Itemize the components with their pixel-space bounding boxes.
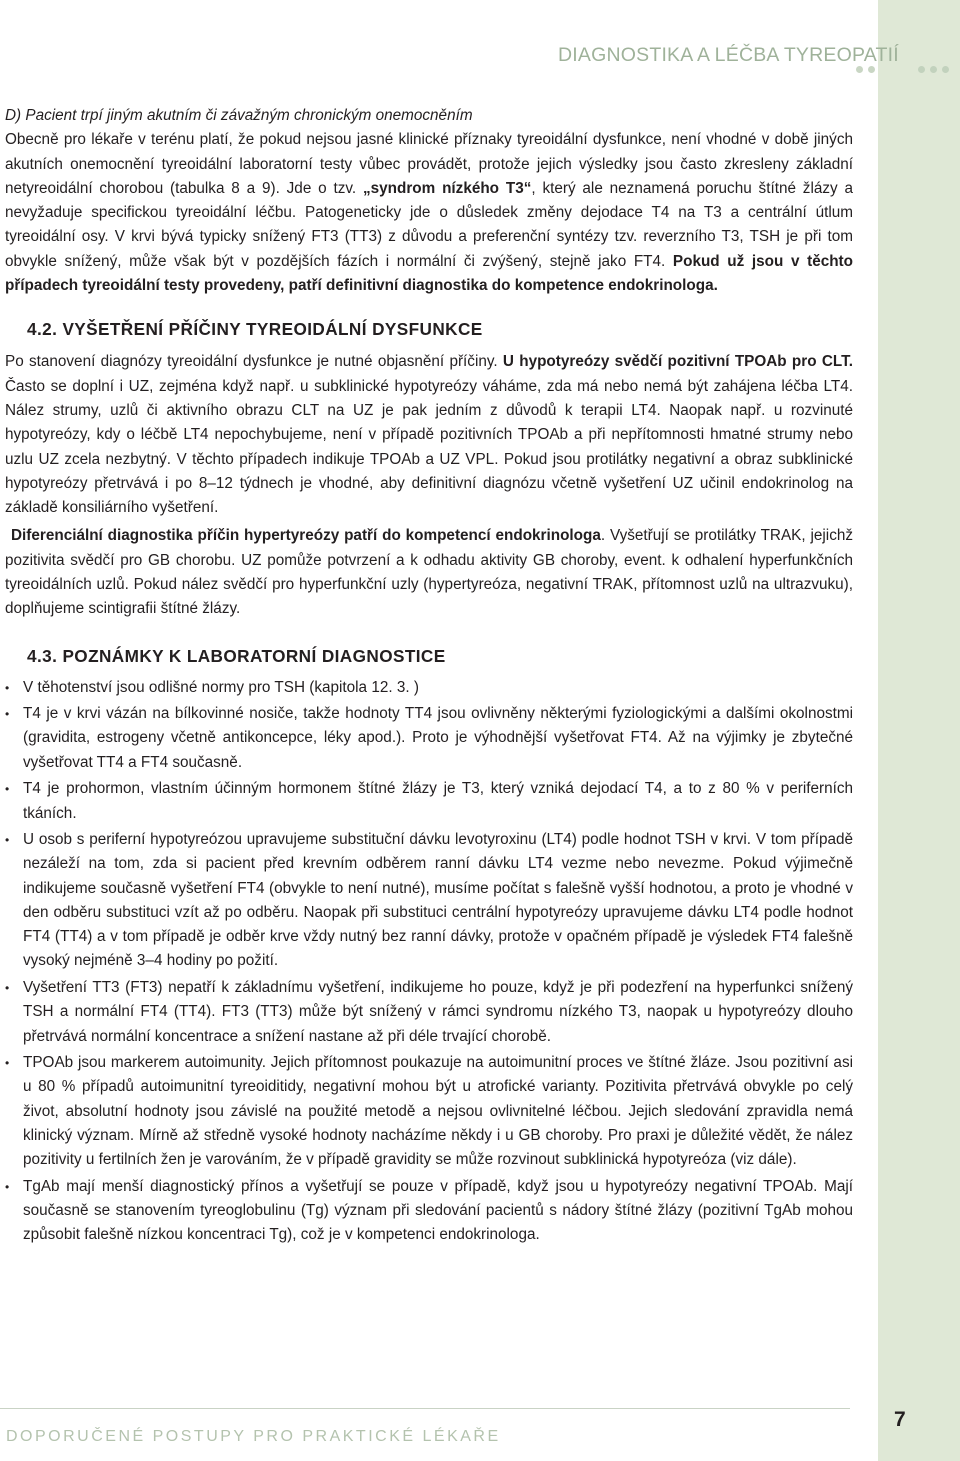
text-run: . Vyšetřují se protilátky TRAK, jejichž pozitivita svědčí pro GB chorobu. UZ pomůže potvrzení a k odhadu aktivity GB choroby, event. k odhalení hyperfunkčních tyreoidálních uzlů. Pokud nález svědčí pro hyperfunkční uzly (hypertyreóza, negativní TRAK, přítomnost uzlů na ultrazvuku), doplňujeme scintigrafii štítné žlázy. xyxy=(5,527,853,618)
dot-decoration xyxy=(868,66,875,73)
running-header-title: DIAGNOSTIKA A LÉČBA TYREOPATIÍ xyxy=(558,44,899,66)
section-heading-4-2: 4.2. VYŠETŘENÍ PŘÍČINY TYREOIDÁLNÍ DYSFUNKCE xyxy=(27,319,483,340)
bullet-icon: • xyxy=(5,680,10,695)
side-color-band xyxy=(878,0,960,1461)
text-run: , který ale neznamená poruchu štítné žlázy a nevyžaduje specifickou tyreoidální léčbu. Patogeneticky jde o důsledek změny dejodace T4 na T3 a centrální útlum tyreoidální osy. V krvi bývá typicky snížený FT3 (TT3) z důvodu a preferenční syntézy tzv. reverzního T3, TSH je při tom obvykle snížený, může však být v pozdějších fázích i normální či zvýšený, stejně jako FT4. xyxy=(5,179,853,270)
list-item xyxy=(5,976,853,1049)
dot-decoration xyxy=(856,66,863,73)
bullet-icon: • xyxy=(5,980,10,995)
text-run: Často se doplní i UZ, zejména když např. u subklinické hypotyreózy váháme, zda má nebo nemá být zahájena léčba LT4. Nález strumy, uzlů či aktivního obrazu CLT na UZ je pak jedním z důvodů k terapii LT4. Naopak např. u rozvinuté hypotyreózy, kdy o léčbě LT4 nepochybujeme, není v případě pozitivních TPOAb a při nepřítomnosti hmatné strumy nebo uzlu UZ zcela nezbytný. V těchto případech indikuje TPOAb a UZ VPL. Pokud jsou protilátky negativní a obraz subklinické hypotyreózy přetrvává i po 8–12 týdnech je vhodné, aby definitivní diagnózu včetně vyšetření UZ učinil endokrinolog na základě konsiliárního vyšetření. xyxy=(5,377,853,517)
header-dots-decoration xyxy=(856,60,880,78)
bullet-icon: • xyxy=(5,707,10,722)
bold-text-run: U hypotyreózy svědčí pozitivní TPOAb pro CLT. xyxy=(502,353,853,371)
text-run: Po stanovení diagnózy tyreoidální dysfunkce je nutné objasnění příčiny. xyxy=(5,353,503,371)
section-4-2-paragraph-2 xyxy=(5,524,853,621)
lab-notes-list xyxy=(5,676,853,1248)
section-4-2-paragraph-1 xyxy=(5,350,853,520)
page-number: 7 xyxy=(894,1408,906,1431)
bold-text-run: „syndrom nízkého T3“ xyxy=(363,179,532,197)
list-item xyxy=(5,1175,853,1248)
main-content xyxy=(5,104,853,1250)
list-item-text: T4 je prohormon, vlastním účinným hormonem štítné žlázy je T3, který vzniká dejodací T4, a to z 80 % v periferních tkáních. xyxy=(23,780,853,822)
bullet-icon: • xyxy=(5,832,10,847)
dot-decoration xyxy=(942,66,949,73)
list-item xyxy=(5,777,853,826)
list-item xyxy=(5,828,853,974)
list-item xyxy=(5,702,853,775)
list-item-text: TPOAb jsou markerem autoimunity. Jejich přítomnost poukazuje na autoimunitní proces ve štítné žláze. Jsou pozitivní asi u 80 % případů autoimunitní tyreoiditidy, negativní mohou být u atrofické varianty. Pozitivita přetrvává obvykle po celý život, absolutní hodnoty jsou závislé na použité metodě a nejsou ovlivnitelné léčbou. Jejich sledování zpravidla nemá klinický význam. Mírně až středně vysoké hodnoty nacházíme někdy i u GB choroby. Pro praxi je důležité vědět, že nález pozitivity u fertilních žen je varováním, že v případě gravidity se může rozvinout subklinická hypotyreóza (viz dále). xyxy=(23,1054,853,1169)
section-heading-4-3: 4.3. POZNÁMKY K LABORATORNÍ DIAGNOSTICE xyxy=(27,645,446,666)
bullet-icon: • xyxy=(5,1179,10,1194)
list-item-text: Vyšetření TT3 (FT3) nepatří k základnímu vyšetření, indikujeme ho pouze, když je při podezření na hyperfunkci snížený TSH a normální FT4 (TT4). FT3 (TT3) může být snížený v rámci syndromu nízkého T3, naopak u hypotyreózy dlouho přetrvává normální koncentrace a snížení nastane až při déle trvající chorobě. xyxy=(23,978,853,1045)
list-item-text: TgAb mají menší diagnostický přínos a vyšetřují se pouze v případě, když jsou u hypotyreózy negativní TPOAb. Mají současně se stanovením tyreoglobulinu (Tg) význam při sledování pacientů s nádory štítné žlázy (pozitivní TgAb mohou způsobit falešně nízkou koncentraci Tg), což je v kompetenci endokrinologa. xyxy=(23,1177,853,1244)
header-dots-decoration-side xyxy=(918,60,954,78)
section-d-paragraph xyxy=(5,128,853,298)
section-d-title: D) Pacient trpí jiným akutním či závažným chronickým onemocněním xyxy=(5,107,473,124)
bold-text-run: Diferenciální diagnostika příčin hypertyreózy patří do kompetencí endokrinologa xyxy=(11,527,601,545)
list-item-text: T4 je v krvi vázán na bílkovinné nosiče, takže hodnoty TT4 jsou ovlivněny některými fyziologickými a dalšími okolnostmi (gravidita, estrogeny včetně antikoncepce, léky apod.). Proto je výhodnější vyšetřovat FT4. Až na výjimky je zbytečné vyšetřovat TT4 a FT4 současně. xyxy=(23,705,853,771)
bullet-icon: • xyxy=(5,1056,10,1071)
list-item-text: U osob s periferní hypotyreózou upravujeme substituční dávku levotyroxinu (LT4) podle hodnot TSH v krvi. V tom případě nezáleží na tom, zda si pacient před krevním odběrem ranní dávku LT4 vezme nebo nevezme. Pokud výjimečně indikujeme současně vyšetření FT4 (obvykle to není nutné), musíme počítat s falešně vyšší hodnotou, a proto je vhodné v den odběru substituci vzít až po odběru. Naopak při substituci centrální hypotyreózy upravujeme dávku LT4 podle hodnot FT4 (TT4) a v tom případě je odběr krve vždy nutný bez ranní dávky, protože v opačném případě je výsledek FT4 falešně vysoký nejméně 3–4 hodiny po požití. xyxy=(23,830,853,970)
bullet-icon: • xyxy=(5,782,10,797)
dot-decoration xyxy=(918,66,925,73)
list-item xyxy=(5,676,853,700)
bold-text-run: Pokud už jsou v těchto případech tyreoidální testy provedeny, patří definitivní diagnostika do kompetence endokrinologa. xyxy=(5,252,853,295)
footer-title: DOPORUČENÉ POSTUPY PRO PRAKTICKÉ LÉKAŘE xyxy=(6,1428,501,1445)
footer-divider xyxy=(0,1408,850,1409)
list-item-text: V těhotenství jsou odlišné normy pro TSH (kapitola 12. 3. ) xyxy=(23,678,419,696)
dot-decoration xyxy=(930,66,937,73)
text-run: Obecně pro lékaře v terénu platí, že pokud nejsou jasné klinické příznaky tyreoidální dysfunkce, není vhodné v době jiných akutních onemocnění tyreoidální laboratorní testy vůbec provádět, protože jejich výsledky jsou často zkresleny základní netyreoidální chorobou (tabulka 8 a 9). Jde o tzv. xyxy=(5,131,853,197)
list-item xyxy=(5,1051,853,1172)
